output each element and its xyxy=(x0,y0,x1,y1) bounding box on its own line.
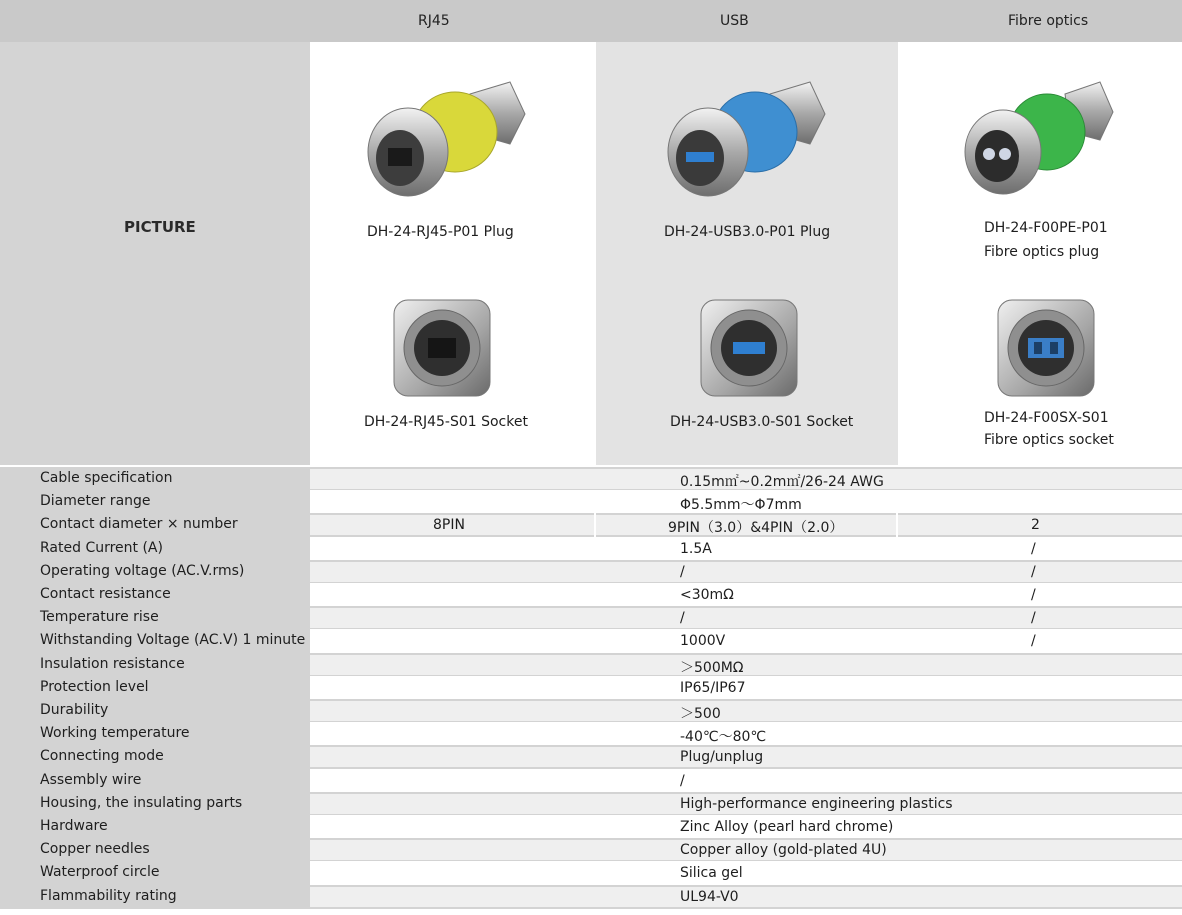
fibre-socket-image xyxy=(992,294,1102,402)
spec-row xyxy=(0,629,1182,653)
spec-label: Diameter range xyxy=(40,493,151,510)
spec-row xyxy=(0,815,1182,839)
spec-row xyxy=(0,653,1182,677)
spec-label: Assembly wire xyxy=(40,771,142,788)
spec-label: Copper needles xyxy=(40,841,150,858)
spec-value: Silica gel xyxy=(680,865,743,882)
spec-label: Rated Current (A) xyxy=(40,539,163,556)
spec-value: High-performance engineering plastics xyxy=(680,795,953,812)
spec-value: ＞500 xyxy=(680,706,721,722)
spec-value: Zinc Alloy (pearl hard chrome) xyxy=(680,819,894,835)
spec-label: Waterproof circle xyxy=(40,864,160,881)
spec-value: UL94-V0 xyxy=(680,888,739,905)
spec-value: 8PIN xyxy=(433,517,465,534)
spec-row xyxy=(0,560,1182,584)
spec-label: Durability xyxy=(40,702,109,718)
spec-label: Hardware xyxy=(40,818,108,834)
spec-value: / xyxy=(680,563,685,580)
spec-value: Φ5.5mm～Φ7mm xyxy=(680,497,802,514)
spec-value: / xyxy=(1031,540,1036,557)
spec-value: 1.5A xyxy=(680,540,712,557)
spec-label: Connecting mode xyxy=(40,748,164,765)
usb-plug-image xyxy=(660,74,830,204)
spec-label: Working temperature xyxy=(40,725,190,742)
fibre-plug-caption-model: DH-24-F00PE-P01 xyxy=(984,220,1108,236)
spec-label: Operating voltage (AC.V.rms) xyxy=(40,562,245,579)
spec-value: / xyxy=(1031,633,1036,650)
spec-value: 2 xyxy=(1031,517,1040,534)
fibre-plug-caption-desc: Fibre optics plug xyxy=(984,244,1100,260)
fibre-socket-caption-model: DH-24-F00SX-S01 xyxy=(984,410,1109,426)
spec-row xyxy=(0,769,1182,793)
picture-label-cell xyxy=(0,42,310,465)
usb-socket-image xyxy=(695,294,805,402)
spec-label: Cable specification xyxy=(40,470,173,486)
spec-value: / xyxy=(1031,587,1036,603)
spec-row xyxy=(0,792,1182,816)
picture-row-label: PICTURE xyxy=(124,218,196,236)
rj45-plug-caption: DH-24-RJ45-P01 Plug xyxy=(367,224,514,240)
spec-row xyxy=(0,537,1182,561)
spec-value: ＞500MΩ xyxy=(680,659,744,676)
column-header-rj45: RJ45 xyxy=(418,13,450,29)
spec-label: Housing, the insulating parts xyxy=(40,794,243,811)
spec-value: / xyxy=(1031,610,1036,627)
spec-label: Flammability rating xyxy=(40,887,177,904)
spec-label: Contact resistance xyxy=(40,586,171,602)
spec-row xyxy=(0,699,1182,723)
spec-row xyxy=(0,745,1182,769)
spec-row xyxy=(0,722,1182,746)
rj45-plug-image xyxy=(360,74,530,204)
spec-row xyxy=(0,467,1182,491)
spec-value: IP65/IP67 xyxy=(680,679,746,696)
spec-value: -40℃～80℃ xyxy=(680,729,767,746)
spec-row xyxy=(0,885,1182,909)
spec-value: / xyxy=(680,610,685,627)
table-header-row xyxy=(0,0,1182,42)
column-header-fibre-optics: Fibre optics xyxy=(1008,13,1089,29)
fibre-plug-image xyxy=(955,74,1125,204)
spec-row xyxy=(0,490,1182,514)
spec-value: 1000V xyxy=(680,633,726,650)
spec-label: Protection level xyxy=(40,678,149,695)
usb-plug-caption: DH-24-USB3.0-P01 Plug xyxy=(664,224,831,240)
spec-value: / xyxy=(1031,563,1036,580)
spec-row xyxy=(0,583,1182,607)
spec-label: Insulation resistance xyxy=(40,655,185,672)
spec-value: 9PIN（3.0）&4PIN（2.0） xyxy=(668,520,844,537)
spec-label: Withstanding Voltage (AC.V) 1 minute xyxy=(40,632,306,649)
spec-value: / xyxy=(680,772,685,789)
spec-label: Temperature rise xyxy=(40,609,159,626)
spec-row xyxy=(0,861,1182,885)
spec-row xyxy=(0,513,1182,537)
usb-socket-caption: DH-24-USB3.0-S01 Socket xyxy=(670,414,854,430)
column-header-usb: USB xyxy=(720,13,749,29)
spec-label: Contact diameter × number xyxy=(40,516,238,533)
spec-row xyxy=(0,676,1182,700)
spec-value: Plug/unplug xyxy=(680,749,764,766)
spec-value: Copper alloy (gold-plated 4U) xyxy=(680,842,887,859)
rj45-socket-image xyxy=(388,294,498,402)
spec-value: 0.15m㎡~0.2m㎡/26-24 AWG xyxy=(680,474,884,490)
spec-row xyxy=(0,838,1182,862)
fibre-socket-caption-desc: Fibre optics socket xyxy=(984,432,1114,448)
rj45-socket-caption: DH-24-RJ45-S01 Socket xyxy=(364,414,528,430)
spec-value: <30mΩ xyxy=(680,587,734,603)
spec-row xyxy=(0,606,1182,630)
